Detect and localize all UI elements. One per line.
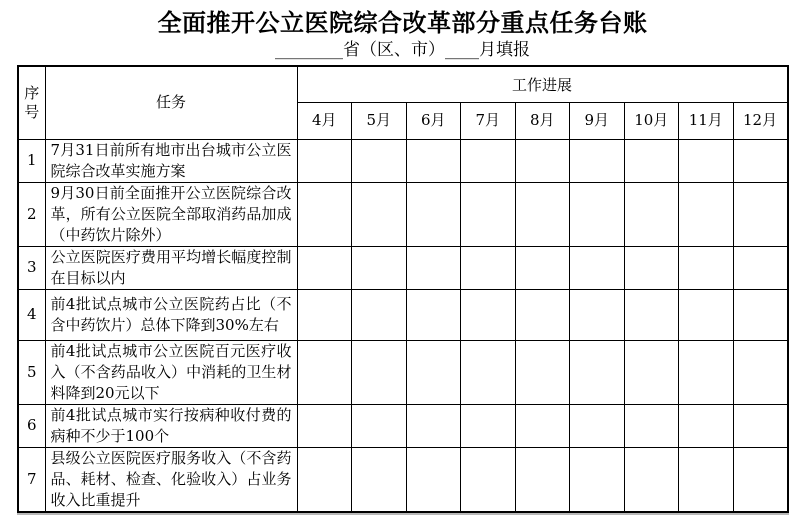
progress-cell[interactable]: [570, 289, 625, 340]
row-number: 4: [18, 289, 45, 340]
task-text: 9月30日前全面推开公立医院综合改革，所有公立医院全部取消药品加成（中药饮片除外）: [45, 182, 297, 246]
table-row: [18, 447, 788, 512]
table-row: [18, 340, 788, 404]
province-blank-field[interactable]: ________: [275, 40, 343, 60]
month-header-may: 5月: [352, 102, 407, 139]
progress-cell[interactable]: [515, 447, 570, 512]
progress-cell[interactable]: [679, 404, 734, 447]
month-header-jun: 6月: [406, 102, 461, 139]
progress-cell[interactable]: [624, 289, 679, 340]
seq-column-header: 序号: [18, 66, 45, 139]
progress-cell[interactable]: [297, 139, 352, 182]
progress-cell[interactable]: [679, 182, 734, 246]
month-header-sep: 9月: [570, 102, 625, 139]
progress-cell[interactable]: [624, 139, 679, 182]
progress-cell[interactable]: [624, 447, 679, 512]
month-header-nov: 11月: [679, 102, 734, 139]
progress-cell[interactable]: [515, 246, 570, 289]
progress-cell[interactable]: [570, 404, 625, 447]
progress-cell[interactable]: [352, 289, 407, 340]
progress-cell[interactable]: [679, 447, 734, 512]
row-number: 3: [18, 246, 45, 289]
progress-cell[interactable]: [461, 182, 516, 246]
progress-cell[interactable]: [406, 182, 461, 246]
progress-cell[interactable]: [570, 340, 625, 404]
task-text: 公立医院医疗费用平均增长幅度控制在目标以内: [45, 246, 297, 289]
progress-cell[interactable]: [297, 340, 352, 404]
task-text: 前4批试点城市实行按病种收付费的病种不少于100个: [45, 404, 297, 447]
progress-cell[interactable]: [679, 139, 734, 182]
month-header-jul: 7月: [461, 102, 516, 139]
progress-cell[interactable]: [624, 246, 679, 289]
progress-cell[interactable]: [461, 340, 516, 404]
progress-cell[interactable]: [733, 404, 788, 447]
progress-cell[interactable]: [406, 340, 461, 404]
tasks-table: [17, 65, 789, 513]
progress-cell[interactable]: [515, 340, 570, 404]
progress-cell[interactable]: [297, 404, 352, 447]
table-row: [18, 246, 788, 289]
progress-cell[interactable]: [570, 139, 625, 182]
progress-cell[interactable]: [406, 447, 461, 512]
progress-cell[interactable]: [515, 182, 570, 246]
row-number: 6: [18, 404, 45, 447]
progress-cell[interactable]: [624, 340, 679, 404]
region-label: 省（区、市）: [343, 40, 445, 60]
progress-cell[interactable]: [733, 139, 788, 182]
subtitle: [0, 40, 805, 60]
progress-cell[interactable]: [733, 447, 788, 512]
table-row: [18, 139, 788, 182]
progress-cell[interactable]: [352, 139, 407, 182]
progress-cell[interactable]: [461, 289, 516, 340]
month-header-oct: 10月: [624, 102, 679, 139]
progress-cell[interactable]: [733, 289, 788, 340]
progress-cell[interactable]: [515, 404, 570, 447]
progress-cell[interactable]: [352, 246, 407, 289]
month-header-aug: 8月: [515, 102, 570, 139]
progress-cell[interactable]: [352, 404, 407, 447]
progress-group-header: 工作进展: [297, 66, 788, 102]
progress-cell[interactable]: [406, 246, 461, 289]
progress-cell[interactable]: [624, 404, 679, 447]
month-header-dec: 12月: [733, 102, 788, 139]
task-column-header: 任务: [45, 66, 297, 139]
progress-cell[interactable]: [461, 404, 516, 447]
row-number: 5: [18, 340, 45, 404]
subtitle-suffix: 月填报: [479, 40, 530, 60]
progress-cell[interactable]: [297, 289, 352, 340]
progress-cell[interactable]: [733, 246, 788, 289]
table-row: [18, 404, 788, 447]
progress-cell[interactable]: [352, 182, 407, 246]
progress-cell[interactable]: [297, 246, 352, 289]
row-number: 2: [18, 182, 45, 246]
task-text: 县级公立医院医疗服务收入（不含药品、耗材、检查、化验收入）占业务收入比重提升: [45, 447, 297, 512]
month-header-apr: 4月: [297, 102, 352, 139]
task-text: 前4批试点城市公立医院百元医疗收入（不含药品收入）中消耗的卫生材料降到20元以下: [45, 340, 297, 404]
progress-cell[interactable]: [406, 139, 461, 182]
row-number: 1: [18, 139, 45, 182]
progress-cell[interactable]: [570, 182, 625, 246]
progress-cell[interactable]: [461, 139, 516, 182]
task-text: 7月31日前所有地市出台城市公立医院综合改革实施方案: [45, 139, 297, 182]
progress-cell[interactable]: [461, 447, 516, 512]
task-text: 前4批试点城市公立医院药占比（不含中药饮片）总体下降到30%左右: [45, 289, 297, 340]
progress-cell[interactable]: [352, 447, 407, 512]
progress-cell[interactable]: [406, 404, 461, 447]
progress-cell[interactable]: [679, 246, 734, 289]
table-row: [18, 289, 788, 340]
progress-cell[interactable]: [733, 340, 788, 404]
progress-cell[interactable]: [461, 246, 516, 289]
progress-cell[interactable]: [297, 447, 352, 512]
progress-cell[interactable]: [570, 246, 625, 289]
progress-cell[interactable]: [624, 182, 679, 246]
progress-cell[interactable]: [515, 289, 570, 340]
progress-cell[interactable]: [570, 447, 625, 512]
table-row: [18, 182, 788, 246]
month-blank-field[interactable]: ____: [445, 40, 479, 60]
progress-cell[interactable]: [406, 289, 461, 340]
row-number: 7: [18, 447, 45, 512]
progress-cell[interactable]: [679, 340, 734, 404]
page-title: 全面推开公立医院综合改革部分重点任务台账: [157, 8, 648, 37]
progress-cell[interactable]: [679, 289, 734, 340]
progress-cell[interactable]: [352, 340, 407, 404]
progress-cell[interactable]: [297, 182, 352, 246]
progress-cell[interactable]: [733, 182, 788, 246]
progress-cell[interactable]: [515, 139, 570, 182]
